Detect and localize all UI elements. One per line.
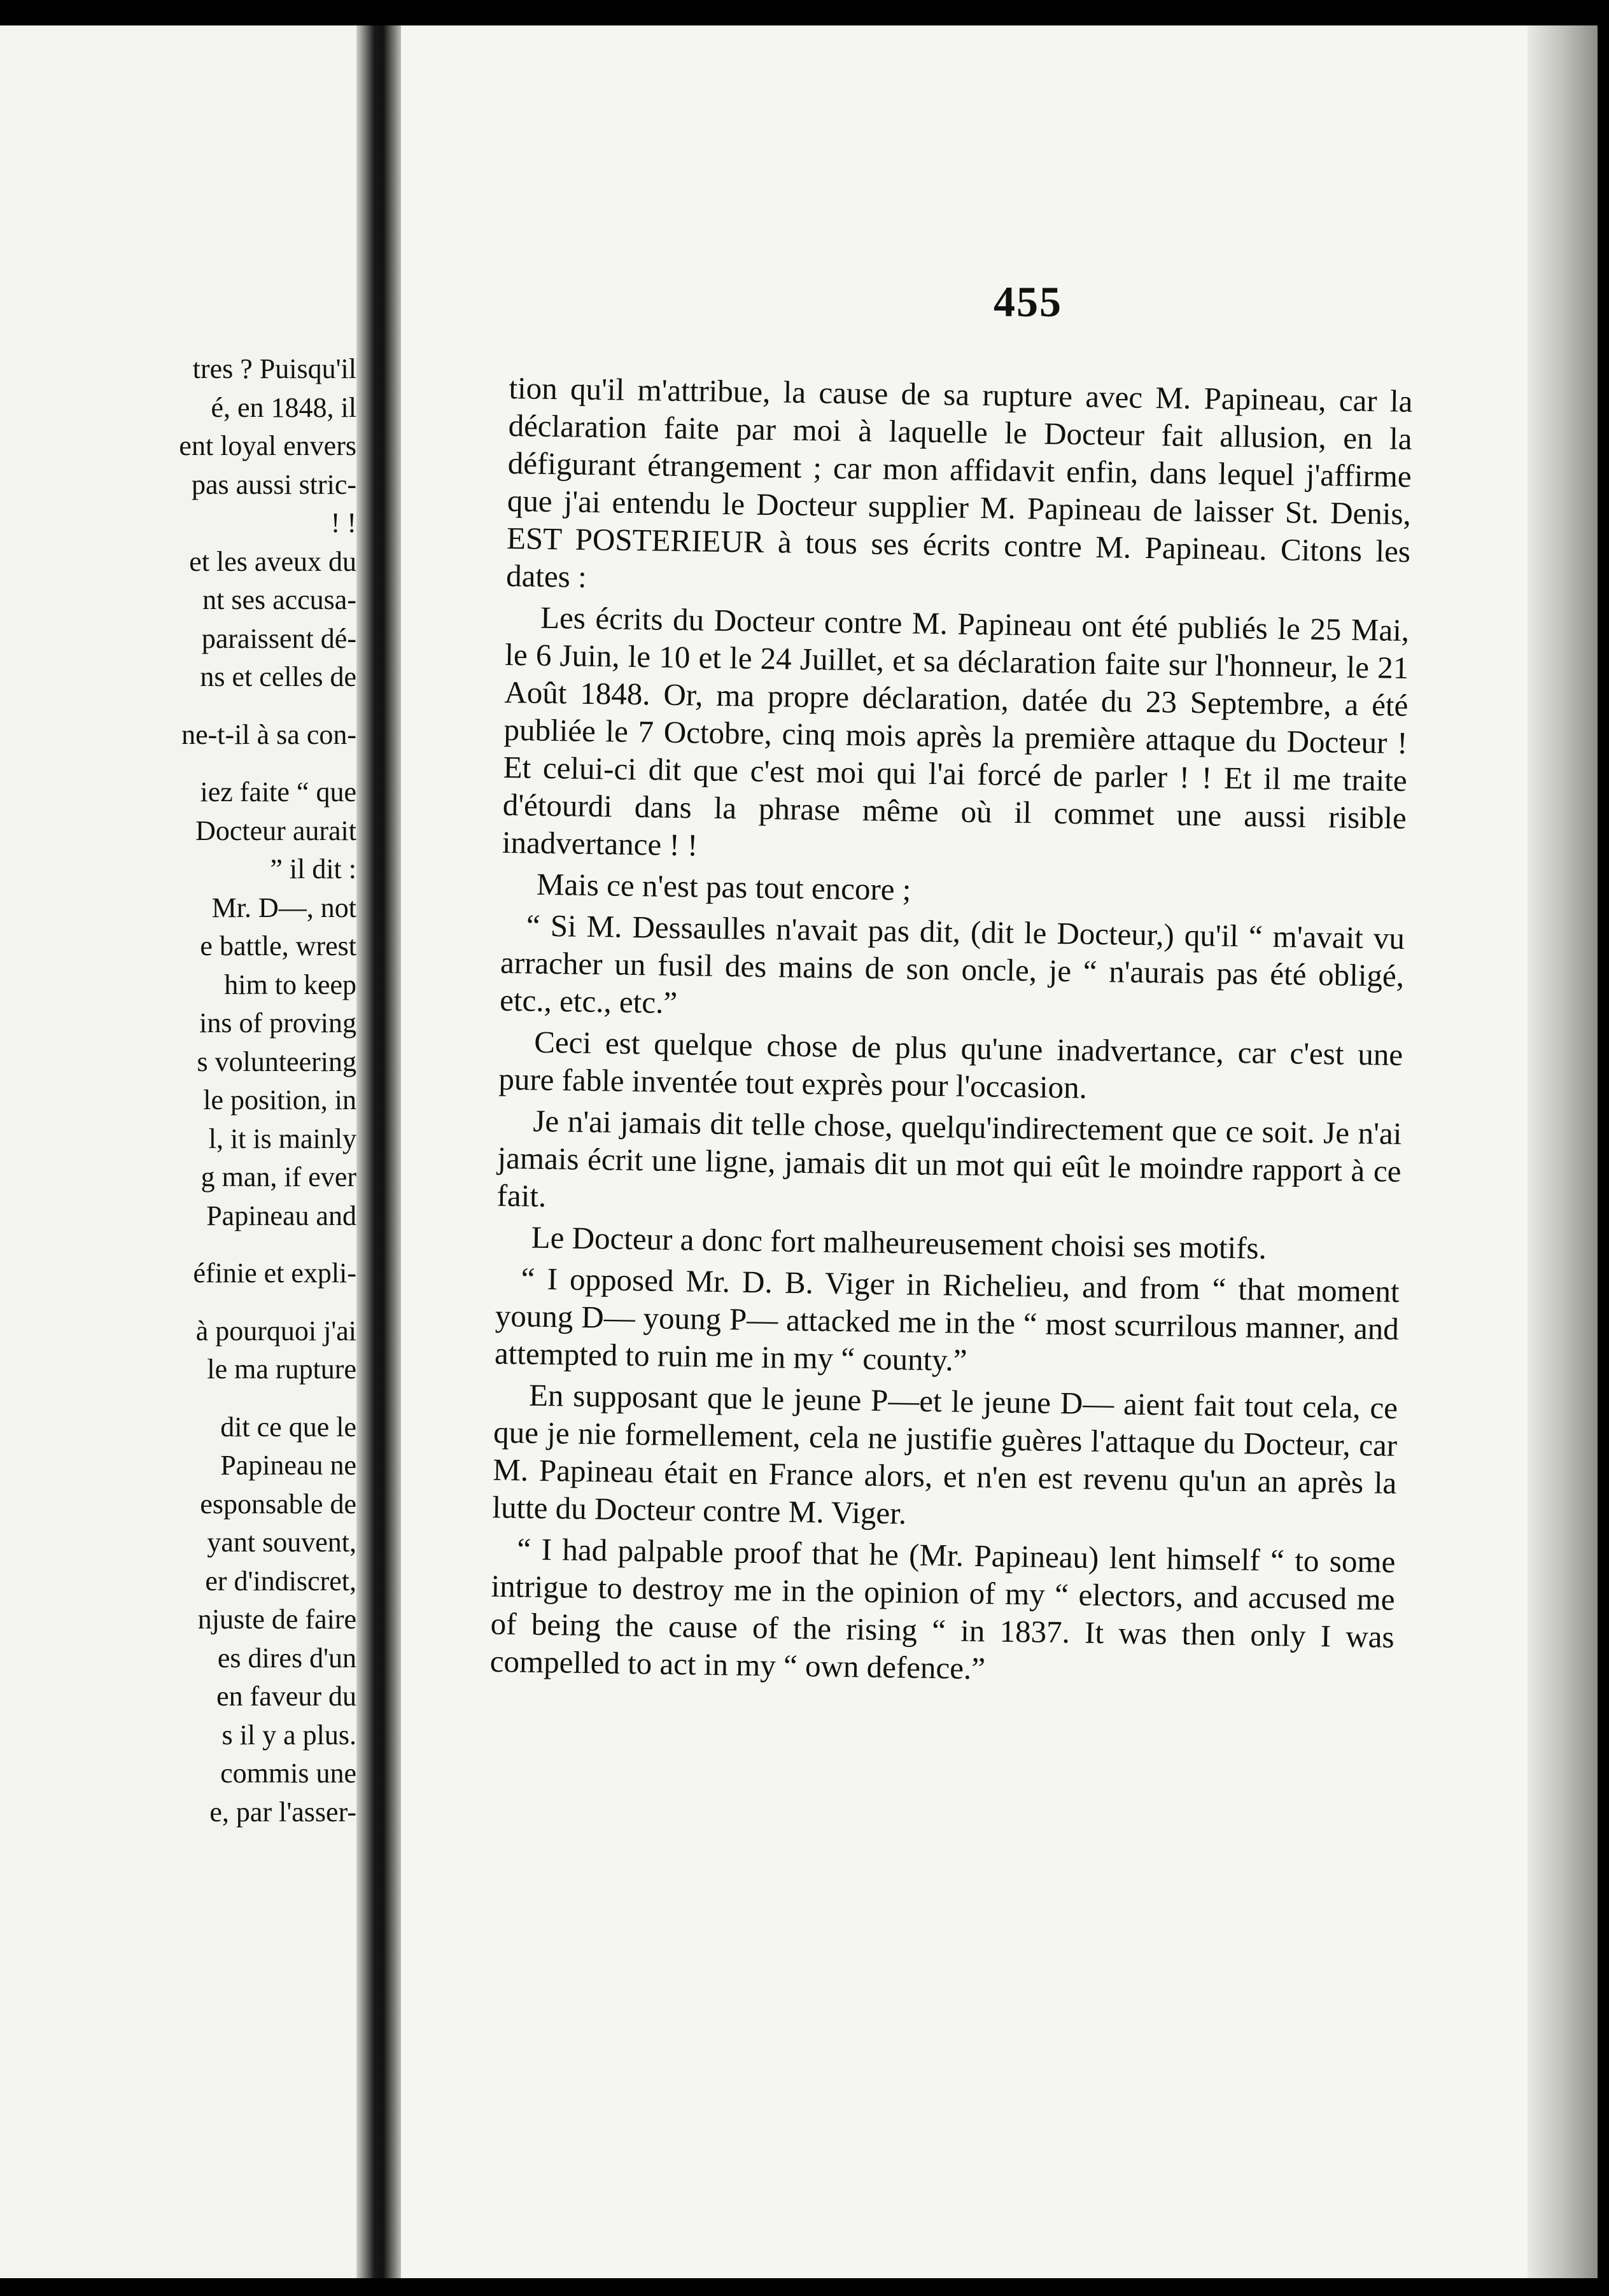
left-page-line xyxy=(0,1389,356,1408)
left-page-line: é, en 1848, il xyxy=(211,391,356,423)
left-page-line: Papineau ne xyxy=(220,1450,356,1481)
left-page-line: ! ! xyxy=(330,507,356,538)
paragraph: Ceci est quelque chose de plus qu'une inadvertance, car c'est une pure fable inventée tout exprès pour l'occasion. xyxy=(498,1024,1403,1105)
main-page xyxy=(401,25,1598,2278)
left-page-line: him to keep xyxy=(224,969,356,1000)
quotation: “ I opposed Mr. D. B. Viger in Richelieu, and from “ that moment young D— young P— attacked me in the “ most scurrilous manner, and attempted to ruin me in my “ county.” xyxy=(494,1261,1400,1378)
left-page-line: ns et celles de xyxy=(200,661,356,692)
book-gutter xyxy=(356,25,401,2278)
left-page-line: s il y a plus. xyxy=(221,1719,356,1751)
left-page-line: commis une xyxy=(220,1758,356,1789)
left-page-line: et les aveux du xyxy=(189,545,356,577)
quotation: “ Si M. Dessaulles n'avait pas dit, (dit le Docteur,) qu'il “ m'avait vu arracher un fusil des mains de son oncle, je “ n'aurais pas été obligé, etc., etc., etc.” xyxy=(499,907,1405,1021)
left-page-line: en faveur du xyxy=(216,1681,356,1712)
page-number: 455 xyxy=(994,277,1062,326)
left-page-line: le ma rupture xyxy=(207,1354,356,1385)
left-page-line xyxy=(0,754,356,773)
paragraph: tion qu'il m'attribue, la cause de sa rupture avec M. Papineau, car la déclaration faite par moi à laquelle le Docteur fait allusion, en la défigurant étrangement ; car mon affidavit enfin, dans lequel j'affirme que j'ai entendu le Docteur supplier M. Papineau de laisser St. Denis, EST POSTERIEUR à tous ses écrits contre M. Papineau. Citons les dates : xyxy=(505,370,1413,594)
left-page-line: éfinie et expli- xyxy=(193,1257,356,1289)
left-page-line xyxy=(0,697,356,716)
left-page-line: tres ? Puisqu'il xyxy=(192,353,356,384)
left-facing-page xyxy=(0,25,356,2278)
left-page-line: nt ses accusa- xyxy=(202,584,356,615)
left-page-line: ” il dit : xyxy=(270,853,356,885)
left-page-line: Mr. D—, not xyxy=(211,892,356,923)
left-page-line: es dires d'un xyxy=(217,1642,356,1674)
paragraph: Je n'ai jamais dit telle chose, quelqu'indirectement que ce soit. Je n'ai jamais écrit une ligne, jamais dit un mot qui eût le moindre rapport à ce fait. xyxy=(496,1103,1402,1214)
left-page-line: njuste de faire xyxy=(197,1604,356,1635)
left-page-line: e battle, wrest xyxy=(200,930,356,962)
left-page-text xyxy=(0,350,356,1831)
left-page-line: dit ce que le xyxy=(220,1411,356,1443)
left-page-line xyxy=(0,1293,356,1312)
left-page-line: s volunteering xyxy=(197,1046,356,1077)
body-text xyxy=(489,369,1412,1693)
left-page-line: Docteur aurait xyxy=(195,815,356,846)
paragraph: Le Docteur a donc fort malheureusement choisi ses motifs. xyxy=(531,1219,1267,1266)
left-page-line: ne-t-il à sa con- xyxy=(181,718,356,750)
left-page-line: à pourquoi j'ai xyxy=(195,1315,356,1347)
left-page-line: e, par l'asser- xyxy=(209,1796,356,1828)
left-page-line: yant souvent, xyxy=(207,1527,356,1558)
left-page-line: Papineau and xyxy=(206,1200,356,1231)
left-page-line: l, it is mainly xyxy=(208,1123,356,1154)
left-page-line: er d'indiscret, xyxy=(205,1565,356,1597)
page-edge-shadow xyxy=(1528,25,1598,2278)
quotation: “ I had palpable proof that he (Mr. Papineau) lent himself “ to some intrigue to destroy me in the opinion of my “ electors, and accused me of being the cause of the rising “ in 1837. It was then only I was compelled to act in my “ own defence.” xyxy=(489,1531,1396,1686)
paragraph: Les écrits du Docteur contre M. Papineau ont été publiés le 25 Mai, le 6 Juin, le 10 et le 24 Juillet, et sa déclaration faite sur l'honneur, le 21 Août 1848. Or, ma propre déclaration, datée du 23 Septembre, a été publiée le 7 Octobre, cinq mois après la première attaque du Docteur ! Et celui-ci dit que c'est moi qui l'ai forcé de parler ! ! Et il me traite d'étourdi dans la phrase même où il commet une aussi risible inadvertance ! ! xyxy=(502,599,1410,863)
left-page-line: paraissent dé- xyxy=(201,622,356,654)
left-page-line: ins of proving xyxy=(199,1007,356,1039)
left-page-line: le position, in xyxy=(203,1084,356,1116)
left-page-line: esponsable de xyxy=(200,1488,356,1520)
left-page-line xyxy=(0,1235,356,1254)
paragraph: En supposant que le jeune P—et le jeune D— aient fait tout cela, ce que je nie formellement, cela ne justifie guères l'attaque du Docteur, car M. Papineau était en France alors, et n'en est revenu qu'un an après la lutte du Docteur contre M. Viger. xyxy=(492,1377,1398,1531)
left-page-line: iez faite “ que xyxy=(200,776,356,808)
paragraph: Mais ce n'est pas tout encore ; xyxy=(536,866,911,907)
left-page-line: ent loyal envers xyxy=(179,430,356,461)
left-page-line: g man, if ever xyxy=(200,1161,356,1193)
left-page-line: pas aussi stric- xyxy=(191,468,356,500)
